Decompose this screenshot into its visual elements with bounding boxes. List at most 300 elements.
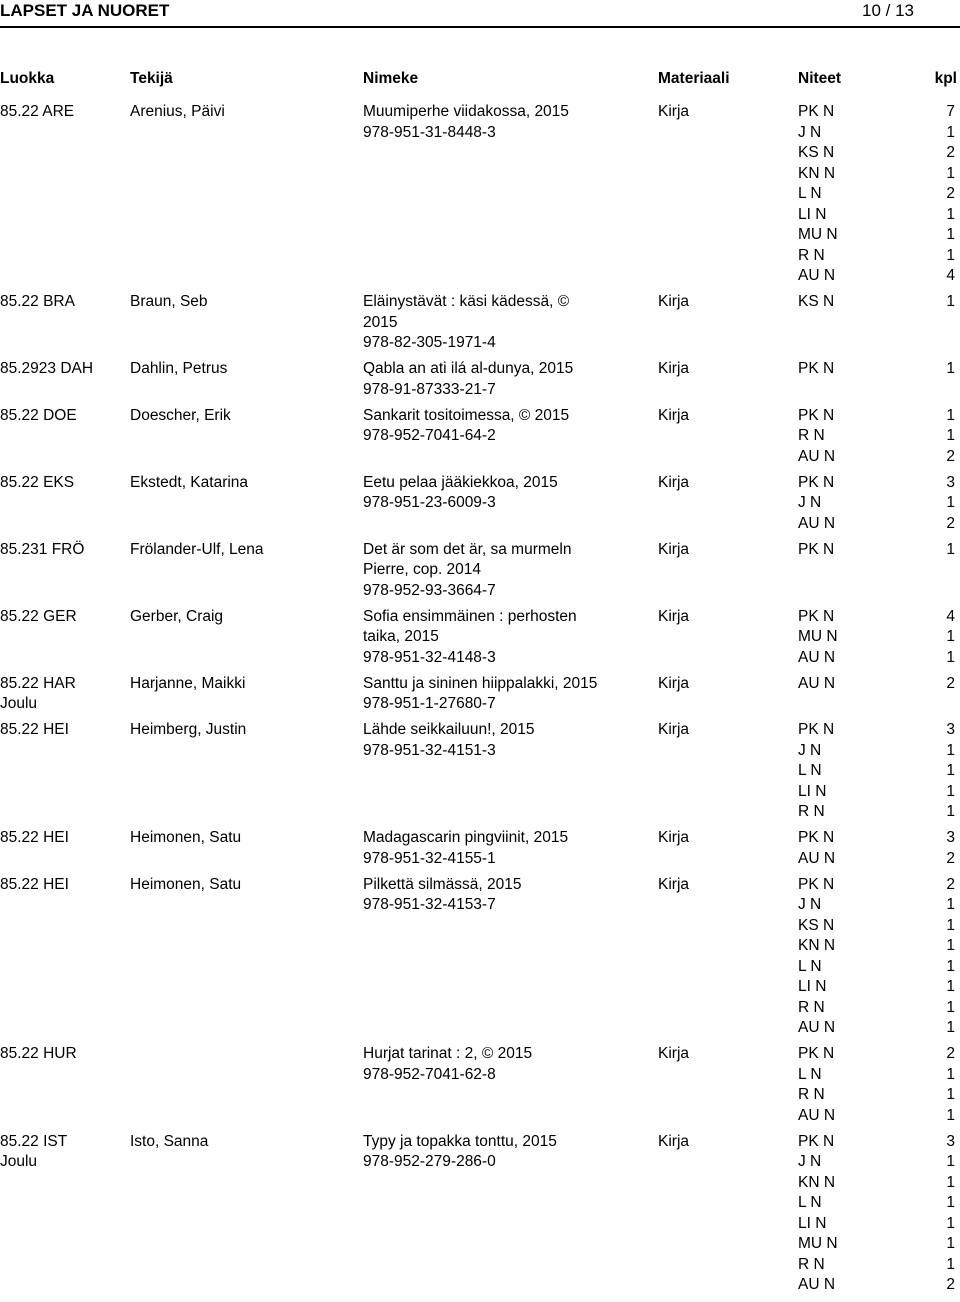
title-line: Santtu ja sininen hiippalakki, 2015 xyxy=(363,674,598,692)
author-cell xyxy=(130,540,264,561)
class-cell xyxy=(0,359,93,380)
copy-count: 1 xyxy=(946,427,955,444)
location-code: J N xyxy=(798,123,822,141)
copy-row xyxy=(798,406,958,427)
title-line: Typy ja topakka tonttu, 2015 xyxy=(363,1132,557,1150)
author-name: Frölander-Ulf, Lena xyxy=(130,540,264,558)
copies-cell xyxy=(798,540,958,561)
location-code: AU N xyxy=(798,1106,836,1124)
copy-row xyxy=(798,720,958,741)
title-line: taika, 2015 xyxy=(363,628,439,645)
copy-row xyxy=(798,627,958,648)
class-code: 85.231 FRÖ xyxy=(0,540,85,558)
copy-row xyxy=(798,1173,958,1194)
title-line: Pilkettä silmässä, 2015 xyxy=(363,875,522,893)
location-code: R N xyxy=(798,998,825,1016)
copy-row xyxy=(798,493,958,514)
material-cell xyxy=(658,720,689,741)
material-cell xyxy=(658,359,689,380)
location-code: L N xyxy=(798,1194,822,1211)
location-code: LI N xyxy=(798,1214,827,1232)
location-code: MU N xyxy=(798,1235,838,1252)
isbn: 978-91-87333-21-7 xyxy=(363,380,496,398)
class-cell xyxy=(0,292,75,313)
author-cell xyxy=(130,875,241,896)
location-code: R N xyxy=(798,803,825,820)
location-code: MU N xyxy=(798,226,838,243)
title-cell xyxy=(363,1132,623,1173)
copy-row xyxy=(798,540,958,561)
copy-count: 1 xyxy=(946,741,955,759)
author-name: Harjanne, Maikki xyxy=(130,674,246,692)
copy-count: 2 xyxy=(946,1276,955,1293)
copy-count: 1 xyxy=(946,406,955,424)
location-code: PK N xyxy=(798,473,835,491)
column-header-luokka: Luokka xyxy=(0,70,55,87)
class-code: 85.22 HEI xyxy=(0,829,69,846)
class-code: 85.22 DOE xyxy=(0,406,77,424)
column-header-materiaali: Materiaali xyxy=(658,70,730,87)
material-type: Kirja xyxy=(658,293,690,310)
copy-row xyxy=(798,143,958,164)
material-cell xyxy=(658,828,689,849)
author-name: Heimonen, Satu xyxy=(130,829,242,846)
page-number: 10 / 13 xyxy=(862,1,914,20)
copies-cell xyxy=(798,720,958,823)
material-type: Kirja xyxy=(658,1045,690,1062)
header-rule xyxy=(0,26,960,28)
location-code: KN N xyxy=(798,1173,836,1191)
material-type: Kirja xyxy=(658,473,690,491)
location-code: MU N xyxy=(798,628,838,645)
location-code: KS N xyxy=(798,916,835,934)
copies-cell xyxy=(798,359,958,380)
title-line: Qabla an ati ilá al-dunya, 2015 xyxy=(363,360,574,377)
class-cell xyxy=(0,406,77,427)
author-cell xyxy=(130,828,241,849)
copy-count: 1 xyxy=(946,293,955,310)
copy-row xyxy=(798,936,958,957)
copy-count: 1 xyxy=(946,998,955,1016)
isbn: 978-951-1-27680-7 xyxy=(363,695,496,712)
location-code: PK N xyxy=(798,721,835,738)
material-cell xyxy=(658,875,689,896)
location-code: AU N xyxy=(798,447,836,465)
title-line: 2015 xyxy=(363,313,398,331)
class-code: 85.22 HAR xyxy=(0,674,76,692)
copies-cell xyxy=(798,875,958,1039)
location-code: R N xyxy=(798,427,825,444)
location-code: J N xyxy=(798,494,822,511)
location-code: PK N xyxy=(798,360,835,377)
copy-count: 1 xyxy=(946,246,955,264)
class-cell xyxy=(0,1132,67,1173)
class-cell xyxy=(0,875,69,896)
author-cell xyxy=(130,406,231,427)
title-line: Eetu pelaa jääkiekkoa, 2015 xyxy=(363,473,558,491)
title-line: Hurjat tarinat : 2, © 2015 xyxy=(363,1045,533,1062)
title-line: Muumiperhe viidakossa, 2015 xyxy=(363,103,569,120)
material-cell xyxy=(658,102,689,123)
material-type: Kirja xyxy=(658,607,690,625)
copy-row xyxy=(798,225,958,246)
author-cell xyxy=(130,102,225,123)
copy-count: 1 xyxy=(946,1106,955,1124)
copy-row xyxy=(798,102,958,123)
copy-count: 1 xyxy=(946,540,955,558)
copy-row xyxy=(798,1065,958,1086)
copy-count: 1 xyxy=(946,1214,955,1232)
location-code: LI N xyxy=(798,978,827,995)
location-code: J N xyxy=(798,741,822,759)
class-cell xyxy=(0,473,74,494)
copy-count: 1 xyxy=(946,1194,955,1211)
copy-row xyxy=(798,359,958,380)
location-code: PK N xyxy=(798,829,835,846)
copy-count: 1 xyxy=(946,648,955,666)
copy-count: 3 xyxy=(946,829,955,846)
copy-count: 1 xyxy=(946,205,955,223)
copy-count: 1 xyxy=(946,1255,955,1273)
copy-row xyxy=(798,164,958,185)
copy-row xyxy=(798,1214,958,1235)
copy-count: 3 xyxy=(946,1132,955,1150)
location-code: L N xyxy=(798,762,822,779)
copies-cell xyxy=(798,292,958,313)
material-cell xyxy=(658,540,689,561)
title-cell xyxy=(363,674,623,715)
copy-count: 1 xyxy=(946,803,955,820)
catalog-list xyxy=(0,102,960,1301)
location-code: KS N xyxy=(798,144,835,161)
copy-row xyxy=(798,741,958,762)
title-cell xyxy=(363,720,623,761)
copy-count: 1 xyxy=(946,494,955,511)
class-code: 85.2923 DAH xyxy=(0,360,94,377)
copy-count: 1 xyxy=(946,1086,955,1103)
title-cell xyxy=(363,292,623,354)
catalog-entry xyxy=(0,359,960,406)
isbn: 978-951-31-8448-3 xyxy=(363,123,496,141)
copies-cell xyxy=(798,674,958,695)
class-code: 85.22 EKS xyxy=(0,473,75,491)
author-name: Dahlin, Petrus xyxy=(130,360,228,377)
author-name: Arenius, Päivi xyxy=(130,103,225,120)
copy-row xyxy=(798,1132,958,1153)
title-cell xyxy=(363,359,623,400)
location-code: AU N xyxy=(798,1276,836,1293)
location-code: PK N xyxy=(798,607,835,625)
catalog-entry xyxy=(0,875,960,1045)
material-cell xyxy=(658,406,689,427)
copy-row xyxy=(798,998,958,1019)
catalog-entry xyxy=(0,607,960,674)
catalog-entry xyxy=(0,473,960,540)
copy-row xyxy=(798,1018,958,1039)
class-cell xyxy=(0,1044,77,1065)
class-cell xyxy=(0,607,77,628)
location-code: PK N xyxy=(798,875,835,893)
location-code: AU N xyxy=(798,1019,836,1036)
copies-cell xyxy=(798,102,958,287)
copy-count: 2 xyxy=(946,514,955,532)
copy-count: 7 xyxy=(946,103,955,120)
catalog-entry xyxy=(0,674,960,721)
material-type: Kirja xyxy=(658,875,690,893)
copy-count: 2 xyxy=(946,674,955,692)
isbn: 978-951-32-4153-7 xyxy=(363,896,496,913)
copy-row xyxy=(798,1234,958,1255)
author-name: Gerber, Craig xyxy=(130,607,224,625)
material-type: Kirja xyxy=(658,103,690,120)
copy-count: 2 xyxy=(946,849,955,867)
location-code: PK N xyxy=(798,1132,835,1150)
copy-count: 1 xyxy=(946,762,955,779)
class-code: 85.22 HEI xyxy=(0,721,69,738)
location-code: R N xyxy=(798,1255,825,1273)
title-line: Pierre, cop. 2014 xyxy=(363,561,482,578)
location-code: AU N xyxy=(798,849,836,867)
column-header-nimeke: Nimeke xyxy=(363,70,419,87)
catalog-entry xyxy=(0,540,960,607)
copy-count: 1 xyxy=(946,1065,955,1083)
copy-count: 3 xyxy=(946,473,955,491)
catalog-entry xyxy=(0,406,960,473)
location-code: AU N xyxy=(798,674,836,692)
copy-row xyxy=(798,895,958,916)
copy-row xyxy=(798,1255,958,1276)
copy-row xyxy=(798,205,958,226)
copy-row xyxy=(798,426,958,447)
title-line: Madagascarin pingviinit, 2015 xyxy=(363,829,569,846)
class-code: 85.22 BRA xyxy=(0,293,75,310)
copy-row xyxy=(798,957,958,978)
title-cell xyxy=(363,102,623,143)
title-cell xyxy=(363,406,623,447)
copy-row xyxy=(798,292,958,313)
material-type: Kirja xyxy=(658,540,690,558)
location-code: AU N xyxy=(798,648,836,666)
author-name: Heimberg, Justin xyxy=(130,721,247,738)
copy-row xyxy=(798,184,958,205)
author-cell xyxy=(130,674,245,695)
title-line: Lähde seikkailuun!, 2015 xyxy=(363,721,535,738)
location-code: J N xyxy=(798,896,822,913)
copy-row xyxy=(798,1193,958,1214)
copy-row xyxy=(798,123,958,144)
page-header xyxy=(0,0,960,24)
class-code: 85.22 ARE xyxy=(0,103,75,120)
title-cell xyxy=(363,607,623,669)
copy-row xyxy=(798,1275,958,1296)
isbn: 978-951-32-4151-3 xyxy=(363,741,496,759)
location-code: J N xyxy=(798,1153,822,1170)
copy-count: 1 xyxy=(946,896,955,913)
column-header-niteet: Niteet xyxy=(798,70,842,87)
location-code: KN N xyxy=(798,937,836,954)
copy-row xyxy=(798,648,958,669)
copy-row xyxy=(798,761,958,782)
copy-row xyxy=(798,607,958,628)
class-code: 85.22 HUR xyxy=(0,1045,77,1062)
catalog-entry xyxy=(0,828,960,875)
location-code: KS N xyxy=(798,293,835,310)
copy-row xyxy=(798,782,958,803)
class-note: Joulu xyxy=(0,1153,38,1170)
copy-row xyxy=(798,473,958,494)
copies-cell xyxy=(798,828,958,869)
copies-cell xyxy=(798,1132,958,1296)
copies-cell xyxy=(798,406,958,468)
class-note: Joulu xyxy=(0,695,38,712)
title-cell xyxy=(363,473,623,514)
author-name: Braun, Seb xyxy=(130,293,208,310)
isbn: 978-82-305-1971-4 xyxy=(363,334,496,351)
location-code: R N xyxy=(798,1086,825,1103)
author-cell xyxy=(130,720,246,741)
copy-count: 1 xyxy=(946,1173,955,1191)
isbn: 978-951-32-4148-3 xyxy=(363,648,496,666)
material-type: Kirja xyxy=(658,829,690,846)
copy-row xyxy=(798,828,958,849)
column-headers xyxy=(0,70,960,90)
copy-row xyxy=(798,1152,958,1173)
catalog-entry xyxy=(0,720,960,828)
copy-count: 1 xyxy=(946,1153,955,1170)
author-cell xyxy=(130,473,248,494)
author-name: Doescher, Erik xyxy=(130,406,231,424)
title-line: Sankarit tositoimessa, © 2015 xyxy=(363,406,570,424)
copy-row xyxy=(798,1044,958,1065)
location-code: L N xyxy=(798,957,822,975)
copy-row xyxy=(798,1085,958,1106)
copy-count: 1 xyxy=(946,978,955,995)
copy-count: 1 xyxy=(946,123,955,141)
title-cell xyxy=(363,828,623,869)
location-code: L N xyxy=(798,1065,822,1083)
title-line: Det är som det är, sa murmeln xyxy=(363,540,572,558)
copy-row xyxy=(798,875,958,896)
copy-count: 1 xyxy=(946,226,955,243)
copies-cell xyxy=(798,473,958,535)
title-line: Sofia ensimmäinen : perhosten xyxy=(363,607,577,625)
isbn: 978-951-32-4155-1 xyxy=(363,849,496,867)
material-type: Kirja xyxy=(658,1132,690,1150)
copy-row xyxy=(798,246,958,267)
copy-row xyxy=(798,514,958,535)
column-header-tekija: Tekijä xyxy=(130,70,173,87)
copy-count: 1 xyxy=(946,957,955,975)
catalog-entry xyxy=(0,1132,960,1302)
copy-count: 2 xyxy=(946,144,955,161)
copy-row xyxy=(798,977,958,998)
location-code: LI N xyxy=(798,205,827,223)
location-code: R N xyxy=(798,246,825,264)
author-cell xyxy=(130,359,227,380)
copy-row xyxy=(798,447,958,468)
copy-row xyxy=(798,266,958,287)
location-code: AU N xyxy=(798,267,836,284)
author-cell xyxy=(130,607,223,628)
class-code: 85.22 GER xyxy=(0,607,77,625)
copy-row xyxy=(798,1106,958,1127)
copy-row xyxy=(798,849,958,870)
copy-row xyxy=(798,916,958,937)
material-cell xyxy=(658,292,689,313)
copies-cell xyxy=(798,1044,958,1126)
copy-count: 1 xyxy=(946,937,955,954)
material-type: Kirja xyxy=(658,721,690,738)
copy-count: 1 xyxy=(946,782,955,800)
location-code: PK N xyxy=(798,1045,835,1062)
location-code: L N xyxy=(798,185,822,202)
document-title: LAPSET JA NUORET xyxy=(0,1,170,20)
class-cell xyxy=(0,828,69,849)
class-cell xyxy=(0,102,74,123)
material-cell xyxy=(658,1044,689,1065)
title-cell xyxy=(363,540,623,602)
copy-count: 1 xyxy=(946,164,955,182)
copy-row xyxy=(798,674,958,695)
location-code: KN N xyxy=(798,164,836,182)
copy-row xyxy=(798,802,958,823)
catalog-entry xyxy=(0,292,960,359)
author-name: Isto, Sanna xyxy=(130,1132,209,1150)
location-code: LI N xyxy=(798,782,827,800)
copy-count: 4 xyxy=(946,607,955,625)
author-name: Ekstedt, Katarina xyxy=(130,473,249,491)
material-cell xyxy=(658,607,689,628)
location-code: PK N xyxy=(798,103,835,120)
location-code: PK N xyxy=(798,406,835,424)
author-cell xyxy=(130,292,208,313)
isbn: 978-952-7041-64-2 xyxy=(363,427,496,444)
copy-count: 2 xyxy=(946,1045,955,1062)
author-name: Heimonen, Satu xyxy=(130,875,242,893)
copy-count: 1 xyxy=(946,360,955,377)
copy-count: 2 xyxy=(946,875,955,893)
title-line: Eläinystävät : käsi kädessä, © xyxy=(363,293,570,310)
copy-count: 4 xyxy=(946,267,955,284)
column-header-kpl: kpl xyxy=(934,70,957,87)
title-cell xyxy=(363,875,623,916)
copy-count: 1 xyxy=(946,1235,955,1252)
isbn: 978-952-93-3664-7 xyxy=(363,581,496,599)
isbn: 978-951-23-6009-3 xyxy=(363,494,496,511)
location-code: AU N xyxy=(798,514,836,532)
isbn: 978-952-7041-62-8 xyxy=(363,1065,496,1083)
copy-count: 3 xyxy=(946,721,955,738)
location-code: PK N xyxy=(798,540,835,558)
copy-count: 2 xyxy=(946,447,955,465)
material-type: Kirja xyxy=(658,360,690,377)
material-cell xyxy=(658,674,689,695)
class-code: 85.22 IST xyxy=(0,1132,68,1150)
title-cell xyxy=(363,1044,623,1085)
material-cell xyxy=(658,1132,689,1153)
copy-count: 1 xyxy=(946,1019,955,1036)
material-cell xyxy=(658,473,689,494)
copy-count: 2 xyxy=(946,185,955,202)
class-cell xyxy=(0,540,84,561)
isbn: 978-952-279-286-0 xyxy=(363,1153,496,1170)
catalog-entry xyxy=(0,102,960,292)
class-cell xyxy=(0,720,69,741)
material-type: Kirja xyxy=(658,406,690,424)
class-cell xyxy=(0,674,76,715)
catalog-entry xyxy=(0,1044,960,1132)
material-type: Kirja xyxy=(658,674,690,692)
